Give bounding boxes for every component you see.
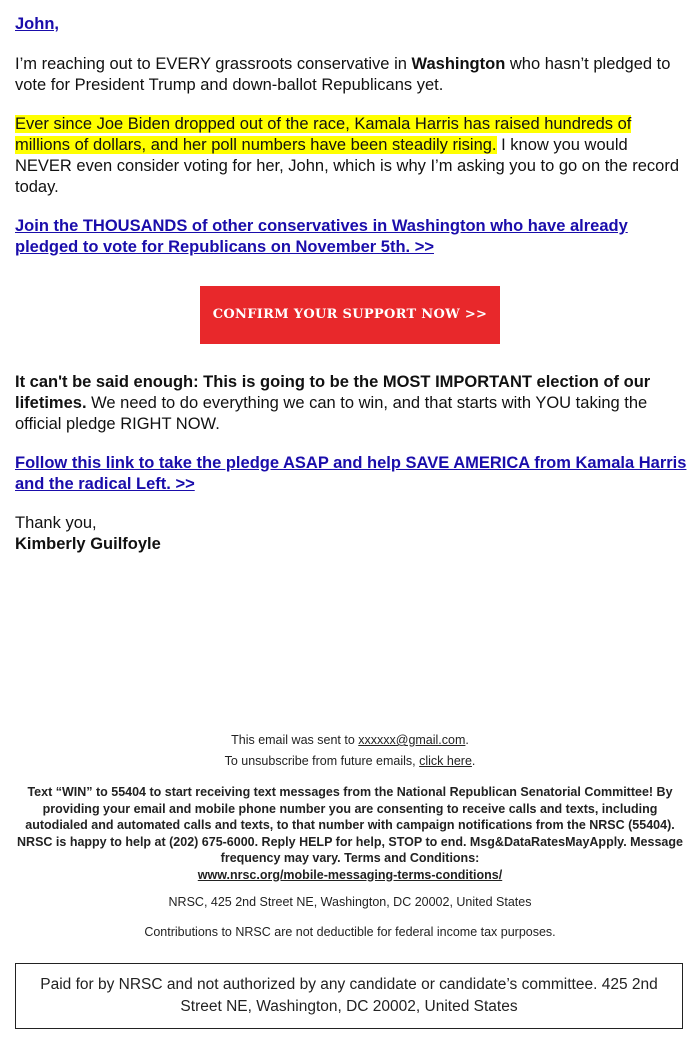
recipient-email-link[interactable]: xxxxxx@gmail.com	[358, 733, 466, 747]
harris-paragraph-rest: I know you would NEVER even consider voting for her, John, which is why I’m asking you to go on the record today.	[15, 136, 680, 196]
greeting-link[interactable]: John,	[15, 15, 59, 33]
unsubscribe-line	[15, 753, 685, 770]
important-election-paragraph	[15, 372, 687, 435]
intro-state-bold: Washington	[411, 55, 506, 73]
paid-for-box: Paid for by NRSC and not authorized by any candidate or candidate’s committee. 425 2nd Street NE, Washington, DC 20002, United States	[15, 963, 683, 1029]
highlighted-text: Ever since Joe Biden dropped out of the race, Kamala Harris has raised hundreds of millions of dollars, and her poll numbers have been steadily rising.	[15, 115, 632, 154]
unsubscribe-link[interactable]: click here	[419, 753, 472, 768]
signoff-text: Thank you,	[15, 514, 97, 532]
sms-disclaimer-text: Text “WIN” to 55404 to start receiving text messages from the National Republican Senatorial Committee! By providing your email and mobile phone number you are consenting to receive calls and texts, including autodialed and automated calls and texts, to that number with campaign notifications from the NRSC (55404). NRSC is happy to help at (202) 675-6000. Reply HELP for help, STOP to end. Msg&DataRatesMayApply. Message frequency may vary. Terms and Conditions:	[17, 785, 683, 865]
signature-block	[15, 513, 161, 555]
nrsc-address: NRSC, 425 2nd Street NE, Washington, DC 20002, United States	[168, 895, 532, 909]
sent-to-block	[15, 732, 685, 769]
sent-to-suffix: .	[465, 733, 469, 747]
sent-to-line	[15, 732, 685, 749]
tax-note: Contributions to NRSC are not deductible for federal income tax purposes.	[144, 925, 556, 939]
join-thousands-link[interactable]: Join the THOUSANDS of other conservatives in Washington who have already pledged to vote for Republicans on November 5th. >>	[15, 217, 628, 256]
terms-conditions-link[interactable]: www.nrsc.org/mobile-messaging-terms-conditions/	[197, 867, 503, 882]
sent-to-prefix: This email was sent to	[231, 733, 359, 747]
confirm-support-button[interactable]: CONFIRM YOUR SUPPORT NOW >>	[200, 286, 500, 344]
take-pledge-link[interactable]: Follow this link to take the pledge ASAP and help SAVE AMERICA from Kamala Harris and the radical Left. >>	[15, 454, 687, 493]
cta-container	[200, 286, 500, 344]
unsubscribe-prefix: To unsubscribe from future emails,	[224, 753, 420, 768]
intro-paragraph	[15, 54, 675, 96]
important-election-bold: It can't be said enough: This is going to be the MOST IMPORTANT election of our lifetimes.	[15, 373, 651, 412]
unsubscribe-suffix: .	[471, 753, 476, 768]
harris-paragraph	[15, 114, 687, 198]
signer-name: Kimberly Guilfoyle	[15, 535, 161, 553]
important-election-rest: We need to do everything we can to win, and that starts with YOU taking the official pledge RIGHT NOW.	[15, 394, 648, 433]
sms-disclaimer	[15, 784, 685, 883]
intro-text-start: I’m reaching out to EVERY grassroots conservative in	[15, 55, 412, 73]
intro-text-end: who hasn’t pledged to vote for President Trump and down-ballot Republicans yet.	[15, 55, 671, 94]
